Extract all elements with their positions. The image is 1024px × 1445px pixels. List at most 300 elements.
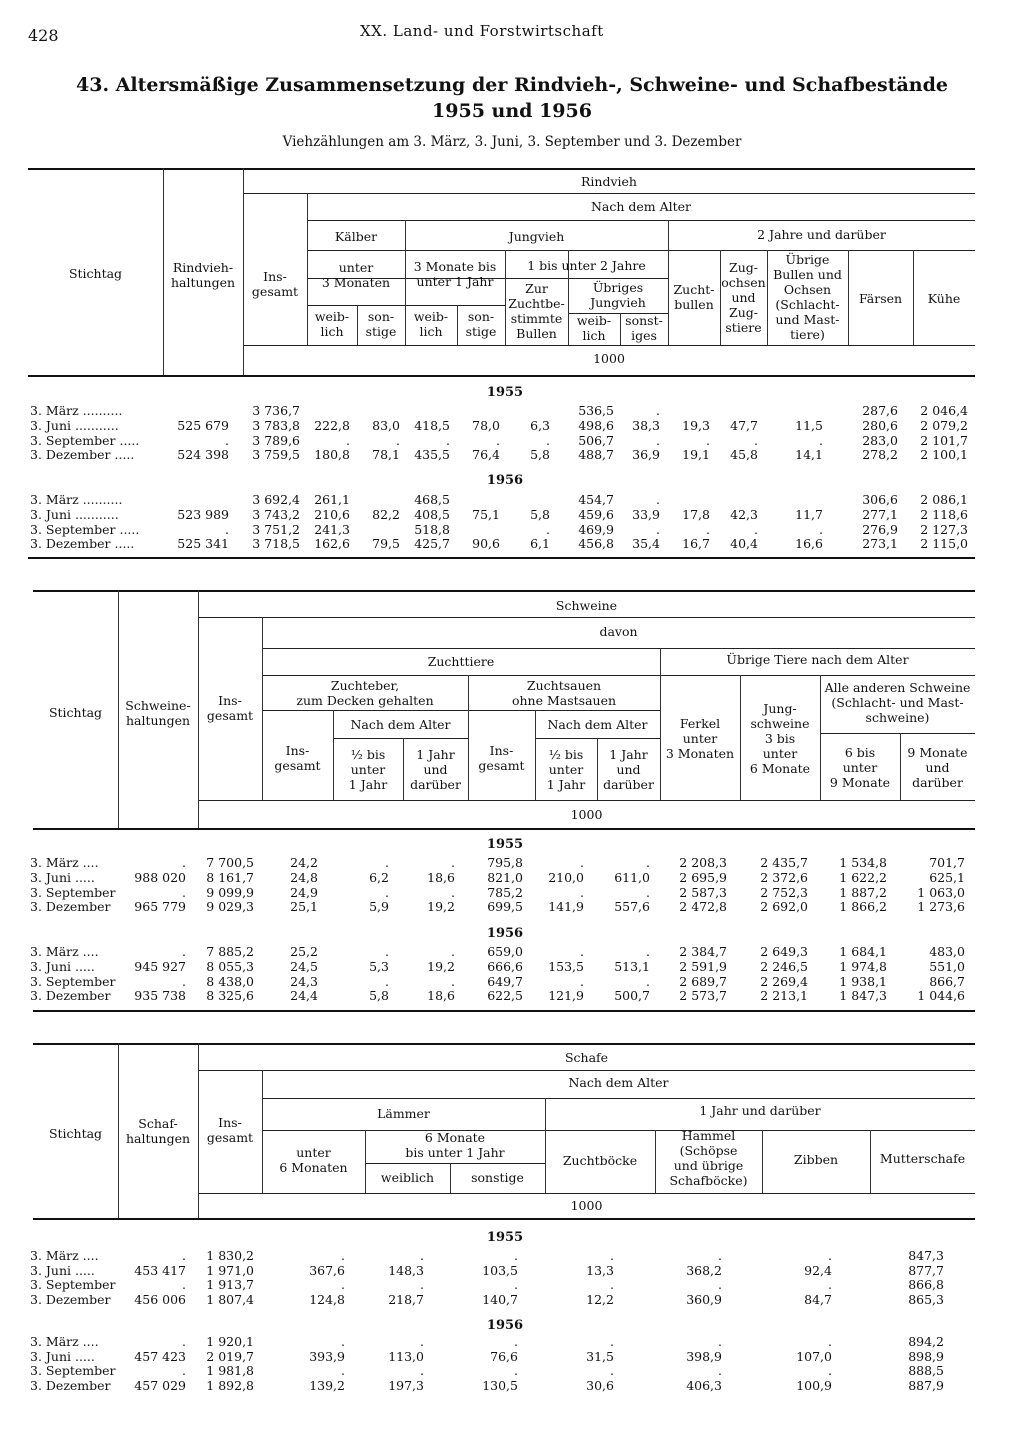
row-label: 3. Juni ........... (30, 506, 119, 522)
year-heading: 1955 (486, 837, 524, 852)
rule-line (198, 800, 975, 801)
cell-value: 83,0 (372, 417, 400, 433)
cell-value: 425,7 (414, 536, 450, 552)
cell-value: . (646, 944, 650, 959)
cell-value: 1 913,7 (206, 1277, 254, 1292)
cell-value: . (341, 1248, 345, 1263)
header-6m-bis-1j: 6 Monate bis unter 1 Jahr (405, 1130, 505, 1160)
cell-value: . (396, 432, 400, 448)
cell-value: 3 759,5 (252, 447, 300, 463)
cell-value: 7 700,5 (206, 855, 254, 870)
cell-value: 47,7 (730, 417, 758, 433)
year-heading: 1956 (486, 473, 524, 488)
row-label: 3. September (30, 1277, 116, 1292)
cell-value: 100,9 (796, 1377, 832, 1393)
header-uebrige: Übrige Tiere nach dem Alter (726, 651, 909, 667)
cell-value: 536,5 (578, 403, 614, 418)
cell-value: 622,5 (487, 988, 523, 1004)
cell-value: . (451, 944, 455, 959)
cell-value: 866,7 (929, 973, 965, 989)
header-unit: 1000 (593, 350, 625, 366)
rule-line (307, 220, 975, 221)
cell-value: 898,9 (908, 1348, 944, 1364)
cell-value: . (182, 884, 186, 900)
cell-value: 11,5 (795, 417, 823, 433)
header-insgesamt: Ins- gesamt (206, 693, 254, 723)
cell-value: 454,7 (578, 492, 614, 507)
cell-value: 456 006 (134, 1291, 186, 1307)
cell-value: 45,8 (730, 447, 758, 463)
row-label: 3. Juni ..... (30, 869, 95, 885)
cell-value: 1 892,8 (206, 1377, 254, 1393)
cell-value: 141,9 (548, 899, 584, 915)
cell-value: . (828, 1363, 832, 1378)
header-eber-ein-jahr: 1 Jahr und darüber (410, 746, 461, 792)
cell-value: 210,0 (548, 869, 584, 885)
cell-value: 1 887,2 (839, 884, 887, 900)
header-zuchteber: Zuchteber, zum Decken gehalten (296, 678, 434, 708)
rule-line (262, 675, 975, 676)
row-label: 3. März .......... (30, 492, 123, 507)
cell-value: 107,0 (796, 1348, 832, 1364)
header-group: Schafe (564, 1049, 609, 1065)
cell-value: 701,7 (929, 855, 965, 870)
rule-line (405, 305, 505, 306)
header-nach-alter: Nach dem Alter (568, 1074, 669, 1090)
cell-value: . (828, 1277, 832, 1292)
cell-value: 16,6 (795, 536, 823, 552)
cell-value: 2 100,1 (920, 447, 968, 463)
cell-value: 283,0 (862, 432, 898, 448)
cell-value: 945 927 (134, 958, 186, 974)
cell-value: 3 692,4 (252, 492, 300, 507)
cell-value: 3 789,6 (252, 432, 300, 448)
cell-value: 2 435,7 (760, 855, 808, 870)
cell-value: 278,2 (862, 447, 898, 463)
cell-value: . (385, 884, 389, 900)
rule-line (33, 1010, 975, 1012)
row-label: 3. Dezember ..... (30, 447, 135, 463)
cell-value: . (580, 944, 584, 959)
cell-value: 1 807,4 (206, 1291, 254, 1307)
cell-value: 33,9 (632, 506, 660, 522)
header-uebrige-bullen: Übrige Bullen und Ochsen (Schlacht- und Mast- tiere) (773, 252, 842, 342)
cell-value: . (341, 1334, 345, 1349)
cell-value: 24,8 (290, 869, 318, 885)
row-label: 3. September ..... (30, 432, 140, 448)
cell-value: 306,6 (862, 492, 898, 507)
cell-value: 24,4 (290, 988, 318, 1004)
cell-value: 19,2 (427, 958, 455, 974)
cell-value: 24,2 (290, 855, 318, 870)
cell-value: . (496, 432, 500, 448)
header-insgesamt: Ins- gesamt (251, 269, 299, 299)
cell-value: 1 273,6 (917, 899, 965, 915)
cell-value: 1 684,1 (839, 944, 887, 959)
cell-value: 2 086,1 (920, 492, 968, 507)
cell-value: . (420, 1334, 424, 1349)
cell-value: 866,8 (908, 1277, 944, 1292)
cell-value: 457 029 (134, 1377, 186, 1393)
cell-value: 2 101,7 (920, 432, 968, 448)
cell-value: 2 649,3 (760, 944, 808, 959)
cell-value: 894,2 (908, 1334, 944, 1349)
cell-value: 24,3 (290, 973, 318, 989)
cell-value: 659,0 (487, 944, 523, 959)
cell-value: 935 738 (134, 988, 186, 1004)
cell-value: 2 115,0 (920, 536, 968, 552)
cell-value: . (580, 973, 584, 989)
cell-value: . (828, 1334, 832, 1349)
cell-value: 965 779 (134, 899, 186, 915)
cell-value: 1 938,1 (839, 973, 887, 989)
cell-value: 1 974,8 (839, 958, 887, 974)
cell-value: 197,3 (388, 1377, 424, 1393)
cell-value: 557,6 (614, 899, 650, 915)
cell-value: 2 046,4 (920, 403, 968, 418)
year-heading: 1955 (486, 1230, 524, 1245)
cell-value: . (546, 521, 550, 537)
year-heading: 1956 (486, 926, 524, 941)
cell-value: . (514, 1248, 518, 1263)
cell-value: 31,5 (586, 1348, 614, 1364)
rule-line (365, 1163, 545, 1164)
rule-line (33, 1043, 975, 1045)
cell-value: 6,2 (369, 869, 389, 885)
cell-value: 2 573,7 (679, 988, 727, 1004)
rule-line (243, 345, 975, 346)
cell-value: 35,4 (632, 536, 660, 552)
cell-value: 865,3 (908, 1291, 944, 1307)
header-zuchtsauen: Zuchtsauen ohne Mastsauen (511, 678, 617, 708)
cell-value: . (451, 884, 455, 900)
header-kaelber-unter3m: unter 3 Monaten (321, 260, 391, 290)
cell-value: 3 743,2 (252, 506, 300, 522)
table-title-years: 1955 und 1956 (432, 100, 592, 122)
header-sauen-ein-jahr: 1 Jahr und darüber (603, 746, 654, 792)
cell-value: 180,8 (314, 447, 350, 463)
header-6-bis-9m: 6 bis unter 9 Monate (829, 744, 891, 790)
cell-value: 513,1 (614, 958, 650, 974)
cell-value: . (182, 973, 186, 989)
cell-value: 625,1 (929, 869, 965, 885)
cell-value: 488,7 (578, 447, 614, 463)
cell-value: . (754, 521, 758, 537)
cell-value: 988 020 (134, 869, 186, 885)
year-heading: 1956 (486, 1318, 524, 1333)
row-label: 3. Dezember (30, 1291, 111, 1307)
header-zuchtboecke: Zuchtböcke (562, 1152, 638, 1168)
cell-value: . (656, 403, 660, 418)
header-unit: 1000 (570, 1197, 603, 1213)
cell-value: 42,3 (730, 506, 758, 522)
cell-value: . (346, 432, 350, 448)
cell-value: . (656, 521, 660, 537)
cell-value: . (718, 1334, 722, 1349)
header-sonstige: son- stige (365, 309, 397, 339)
row-label: 3. Juni ..... (30, 1348, 95, 1364)
cell-value: 785,2 (487, 884, 523, 900)
header-haltungen: Schweine- haltungen (125, 698, 191, 728)
header-haltungen: Schaf- haltungen (125, 1116, 191, 1146)
cell-value: 2 695,9 (679, 869, 727, 885)
cell-value: . (610, 1277, 614, 1292)
cell-value: 30,6 (586, 1377, 614, 1393)
cell-value: 2 591,9 (679, 958, 727, 974)
cell-value: 7 885,2 (206, 944, 254, 959)
header-ein-jahr: 1 Jahr und darüber (699, 1102, 821, 1118)
cell-value: 1 971,0 (206, 1262, 254, 1278)
cell-value: . (182, 1277, 186, 1292)
header-eber-insgesamt: Ins- gesamt (274, 743, 321, 773)
cell-value: . (514, 1363, 518, 1378)
cell-value: . (385, 973, 389, 989)
header-uj-weiblich: weib- lich (576, 313, 612, 343)
header-sonstige: son- stige (465, 309, 497, 339)
cell-value: 551,0 (929, 958, 965, 974)
cell-value: 2 472,8 (679, 899, 727, 915)
cell-value: 8 325,6 (206, 988, 254, 1004)
page-number: 428 (28, 26, 59, 45)
header-group: Schweine (555, 597, 618, 613)
cell-value: 5,8 (530, 447, 550, 463)
cell-value: 393,9 (309, 1348, 345, 1364)
row-label: 3. März .......... (30, 403, 123, 418)
header-uebriges-jungvieh: Übriges Jungvieh (590, 280, 646, 310)
header-group: Rindvieh (581, 173, 637, 189)
header-zibben: Zibben (793, 1151, 839, 1167)
header-zwei-jahre: 2 Jahre und darüber (757, 226, 886, 242)
rule-line (33, 1218, 975, 1220)
rule-line (33, 828, 975, 830)
cell-value: . (610, 1334, 614, 1349)
cell-value: . (718, 1248, 722, 1263)
cell-value: . (341, 1277, 345, 1292)
cell-value: 140,7 (482, 1291, 518, 1307)
cell-value: 1 534,8 (839, 855, 887, 870)
cell-value: 525 679 (177, 417, 229, 433)
header-jungschweine: Jung- schweine 3 bis unter 6 Monate (749, 700, 811, 776)
cell-value: 500,7 (614, 988, 650, 1004)
cell-value: 498,6 (578, 417, 614, 433)
cell-value: 5,8 (369, 988, 389, 1004)
cell-value: 273,1 (862, 536, 898, 552)
row-label: 3. Dezember (30, 899, 111, 915)
rule-line (307, 305, 405, 306)
cell-value: 78,1 (372, 447, 400, 463)
cell-value: 222,8 (314, 417, 350, 433)
cell-value: 3 718,5 (252, 536, 300, 552)
header-weiblich: weib- lich (314, 309, 350, 339)
cell-value: 11,7 (795, 506, 823, 522)
row-label: 3. September (30, 973, 116, 989)
header-haltungen: Rindvieh- haltungen (170, 260, 236, 290)
cell-value: 24,5 (290, 958, 318, 974)
row-label: 3. Dezember (30, 1377, 111, 1393)
cell-value: . (646, 855, 650, 870)
header-laemmer: Lämmer (377, 1105, 430, 1121)
cell-value: 408,5 (414, 506, 450, 522)
rule-line (262, 710, 660, 711)
cell-value: . (754, 432, 758, 448)
header-zuchtbullen: Zucht- bullen (673, 282, 715, 312)
cell-value: 1 847,3 (839, 988, 887, 1004)
cell-value: 8 438,0 (206, 973, 254, 989)
cell-value: 9 029,3 (206, 899, 254, 915)
cell-value: 457 423 (134, 1348, 186, 1364)
cell-value: 847,3 (908, 1248, 944, 1263)
row-label: 3. Juni ..... (30, 1262, 95, 1278)
cell-value: 360,9 (686, 1291, 722, 1307)
cell-value: . (718, 1363, 722, 1378)
row-label: 3. März .... (30, 1248, 99, 1263)
cell-value: 456,8 (578, 536, 614, 552)
cell-value: . (580, 884, 584, 900)
cell-value: . (182, 944, 186, 959)
cell-value: 38,3 (632, 417, 660, 433)
header-insgesamt: Ins- gesamt (206, 1115, 254, 1145)
running-head: XX. Land- und Forstwirtschaft (360, 22, 604, 40)
cell-value: . (706, 521, 710, 537)
cell-value: 5,8 (530, 506, 550, 522)
header-ferkel: Ferkel unter 3 Monaten (665, 715, 735, 761)
cell-value: 9 099,9 (206, 884, 254, 900)
cell-value: 12,2 (586, 1291, 614, 1307)
cell-value: . (546, 432, 550, 448)
cell-value: 90,6 (472, 536, 500, 552)
cell-value: . (420, 1277, 424, 1292)
row-label: 3. Dezember ..... (30, 536, 135, 552)
cell-value: 2 587,3 (679, 884, 727, 900)
cell-value: 6,1 (530, 536, 550, 552)
header-nach-alter: Nach dem Alter (350, 716, 451, 732)
header-uj-sonstiges: sonst- iges (625, 313, 663, 343)
rule-line (33, 590, 975, 592)
row-label: 3. März .... (30, 1334, 99, 1349)
row-label: 3. September (30, 1363, 116, 1378)
cell-value: 1 981,8 (206, 1363, 254, 1378)
cell-value: 1 063,0 (917, 884, 965, 900)
header-zucht-bullen: Zur Zuchtbe- stimmte Bullen (508, 281, 565, 341)
cell-value: 277,1 (862, 506, 898, 522)
cell-value: . (646, 884, 650, 900)
cell-value: 649,7 (487, 973, 523, 989)
cell-value: . (646, 973, 650, 989)
cell-value: 453 417 (134, 1262, 186, 1278)
rule-line (28, 168, 975, 170)
row-label: 3. September (30, 884, 116, 900)
header-mutterschafe: Mutterschafe (879, 1150, 966, 1166)
cell-value: 84,7 (804, 1291, 832, 1307)
cell-value: 666,6 (487, 958, 523, 974)
header-nach-alter: Nach dem Alter (590, 198, 692, 214)
cell-value: 16,7 (682, 536, 710, 552)
cell-value: 418,5 (414, 417, 450, 433)
cell-value: 148,3 (388, 1262, 424, 1278)
cell-value: 130,5 (482, 1377, 518, 1393)
cell-value: . (706, 432, 710, 448)
row-label: 3. Juni ..... (30, 958, 95, 974)
cell-value: 162,6 (314, 536, 350, 552)
cell-value: 2 127,3 (920, 521, 968, 537)
header-weiblich: weib- lich (413, 309, 449, 339)
cell-value: 406,3 (686, 1377, 722, 1393)
cell-value: 18,6 (427, 988, 455, 1004)
cell-value: 469,9 (578, 521, 614, 537)
cell-value: 524 398 (177, 447, 229, 463)
header-stichtag: Stichtag (48, 704, 103, 720)
cell-value: 19,3 (682, 417, 710, 433)
cell-value: 1 830,2 (206, 1248, 254, 1263)
header-zuchttiere: Zuchttiere (427, 653, 495, 669)
cell-value: 25,1 (290, 899, 318, 915)
table-subtitle: Viehzählungen am 3. März, 3. Juni, 3. September und 3. Dezember (282, 134, 742, 150)
cell-value: . (514, 1334, 518, 1349)
cell-value: 368,2 (686, 1262, 722, 1278)
cell-value: . (828, 1248, 832, 1263)
cell-value: 75,1 (472, 506, 500, 522)
cell-value: 139,2 (309, 1377, 345, 1393)
rule-line (262, 1098, 975, 1099)
cell-value: 523 989 (177, 506, 229, 522)
cell-value: 821,0 (487, 869, 523, 885)
cell-value: . (225, 432, 229, 448)
cell-value: 877,7 (908, 1262, 944, 1278)
cell-value: 103,5 (482, 1262, 518, 1278)
cell-value: . (451, 973, 455, 989)
cell-value: 276,9 (862, 521, 898, 537)
rule-line (28, 375, 975, 377)
cell-value: 5,9 (369, 899, 389, 915)
header-kuehe: Kühe (927, 290, 961, 306)
cell-value: 218,7 (388, 1291, 424, 1307)
cell-value: 241,3 (314, 521, 350, 537)
cell-value: 1 622,2 (839, 869, 887, 885)
cell-value: . (819, 432, 823, 448)
cell-value: 468,5 (414, 492, 450, 507)
cell-value: 435,5 (414, 447, 450, 463)
rule-line (262, 648, 975, 649)
rule-line (243, 193, 975, 194)
header-sonstige: sonstige (471, 1169, 524, 1185)
cell-value: . (341, 1363, 345, 1378)
cell-value: . (656, 492, 660, 507)
cell-value: 8 055,3 (206, 958, 254, 974)
cell-value: 36,9 (632, 447, 660, 463)
cell-value: 2 019,7 (206, 1348, 254, 1364)
rule-line (198, 1193, 975, 1194)
cell-value: 2 246,5 (760, 958, 808, 974)
cell-value: 210,6 (314, 506, 350, 522)
cell-value: 888,5 (908, 1363, 944, 1378)
cell-value: . (420, 1248, 424, 1263)
row-label: 3. September ..... (30, 521, 140, 537)
cell-value: . (610, 1363, 614, 1378)
header-eber-halbjahr: ½ bis unter 1 Jahr (348, 746, 388, 792)
header-sauen-halbjahr: ½ bis unter 1 Jahr (546, 746, 586, 792)
cell-value: 76,4 (472, 447, 500, 463)
header-unter-6m: unter 6 Monaten (279, 1145, 348, 1175)
header-stichtag: Stichtag (48, 1125, 103, 1141)
cell-value: 483,0 (929, 944, 965, 959)
cell-value: 398,9 (686, 1348, 722, 1364)
cell-value: . (385, 855, 389, 870)
cell-value: 2 384,7 (679, 944, 727, 959)
header-alle-anderen: Alle anderen Schweine (Schlacht- und Mast- schweine) (824, 679, 971, 725)
cell-value: . (610, 1248, 614, 1263)
rule-line (198, 617, 975, 618)
cell-value: 1 044,6 (917, 988, 965, 1004)
